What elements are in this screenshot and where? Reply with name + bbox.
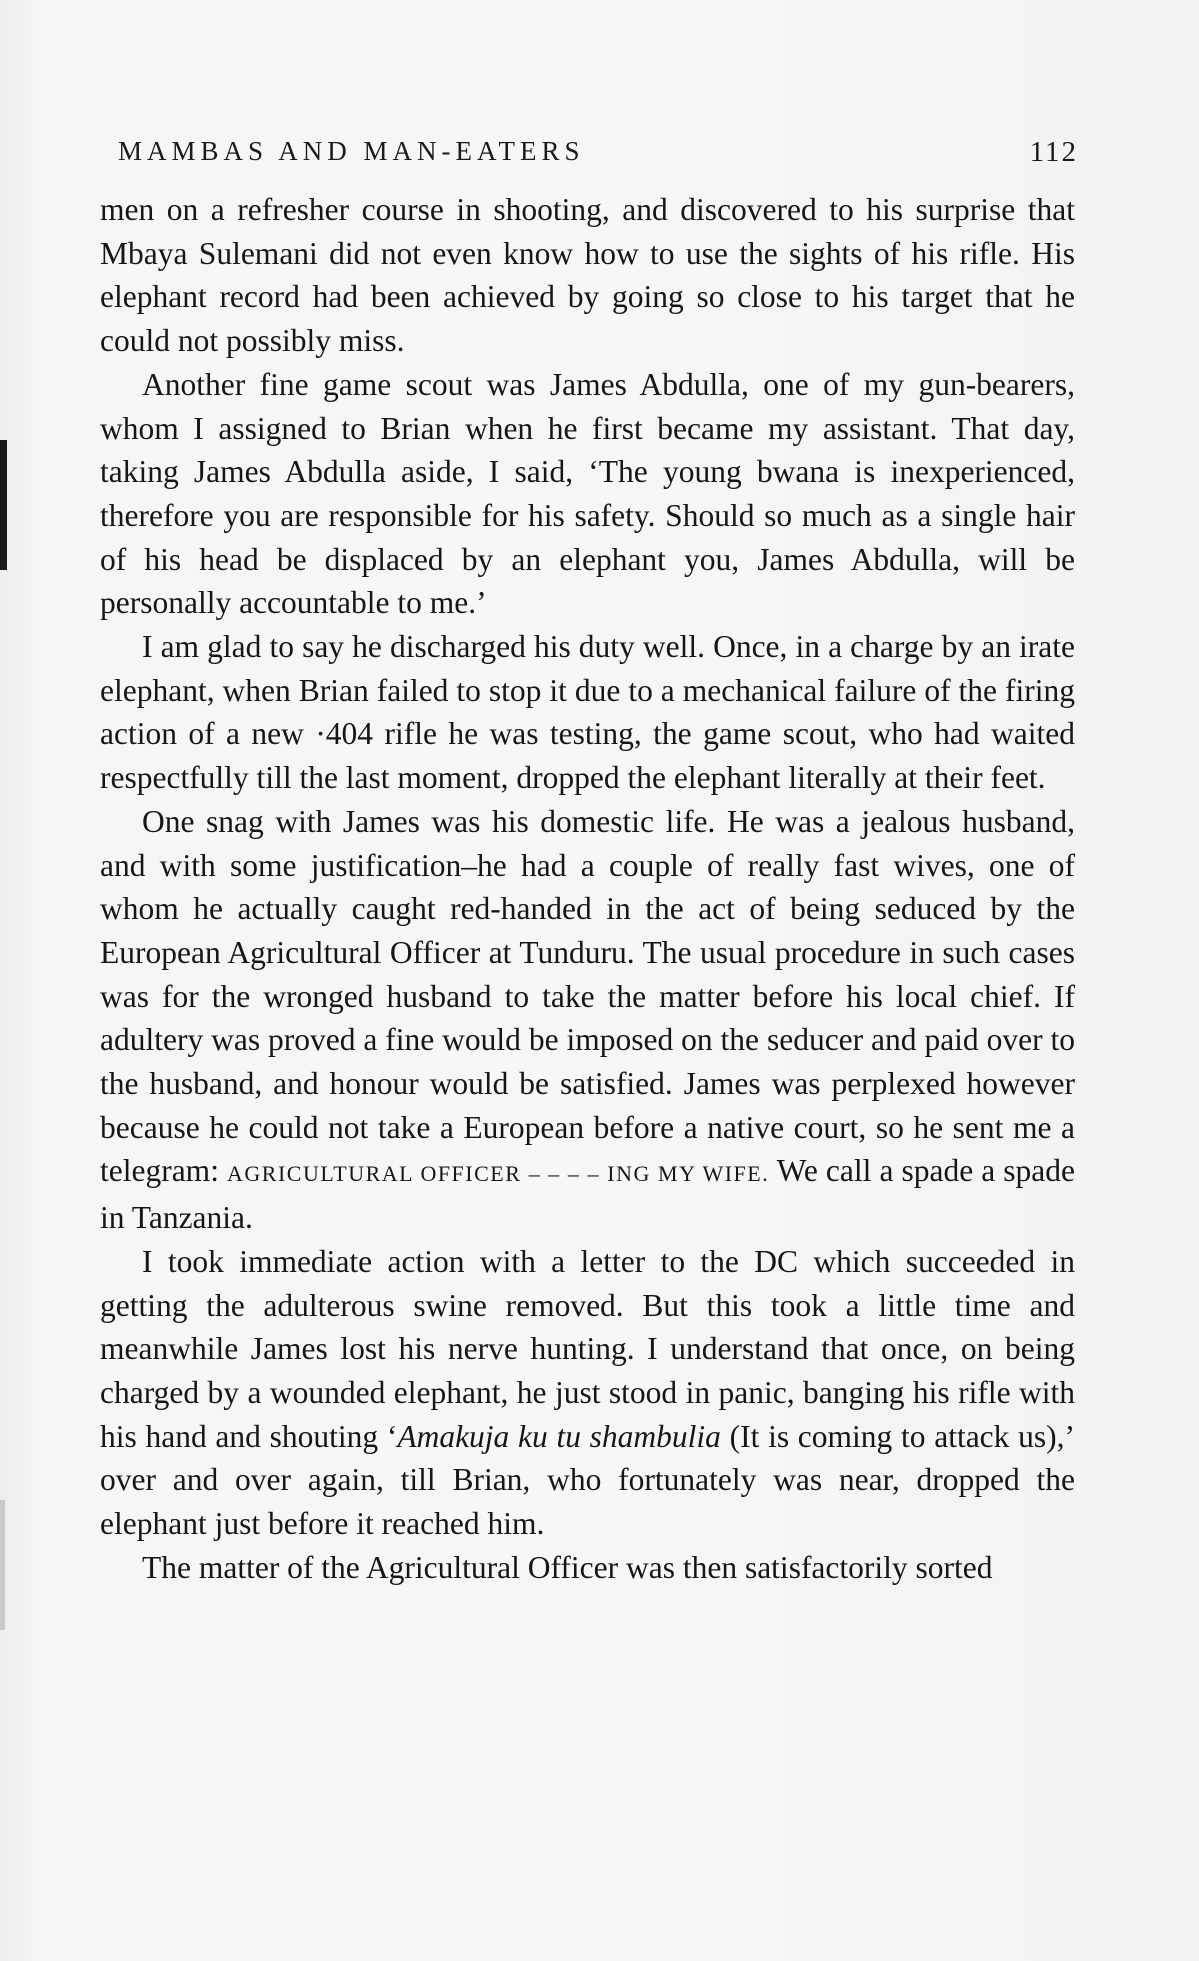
swahili-phrase: Amakuja ku tu shambulia xyxy=(397,1418,721,1454)
paragraph-1-text: men on a refresher course in shooting, and discovered to his surprise that Mbaya Sulemani did not even know how to use the sights of his rifle. His elephant record had been achieved by going so close to his target that he could not possibly miss. xyxy=(100,192,1075,359)
paragraph-2 xyxy=(100,363,1075,625)
paragraph-4-text-after: We call a spade a spade in Tanzania. xyxy=(100,1153,1075,1236)
page-edge-shadow xyxy=(0,440,7,570)
paragraph-3-text: I am glad to say he discharged his duty well. Once, in a charge by an irate elephant, when Brian failed to stop it due to a mechanical failure of the firing action of a new ·404 rifle he was testing, the game scout, who had waited respectfully till the last moment, dropped the elephant literally at their feet. xyxy=(100,629,1075,796)
paragraph-5-text-after: (It is coming to attack us),’ over and over again, till Brian, who fortunately was near, dropped the elephant just before it reached him. xyxy=(100,1418,1075,1542)
paragraph-6-text: The matter of the Agricultural Officer was then satisfactorily sorted xyxy=(142,1549,993,1585)
body-text xyxy=(100,188,1075,1590)
quote-open-mark: ‘ xyxy=(386,1418,398,1454)
paragraph-1 xyxy=(100,188,1075,363)
page-edge-shadow-lower xyxy=(0,1500,5,1630)
paragraph-4-text-before: One snag with James was his domestic life. He was a jealous husband, and with some justification–he had a couple of really fast wives, one of whom he actually caught red-handed in the act of being seduced by the European Agricultural Officer at Tunduru. The usual procedure in such cases was for the wronged husband to take the matter before his local chief. If adultery was proved a fine would be imposed on the seducer and paid over to the husband, and honour would be satisfied. James was perplexed however because he could not take a European before a native court, so he sent me a telegram: xyxy=(100,803,1075,1189)
telegram-text: AGRICULTURAL OFFICER – – – – ING MY WIFE. xyxy=(227,1161,770,1187)
paragraph-5 xyxy=(100,1240,1075,1546)
paragraph-6 xyxy=(100,1546,1075,1590)
paragraph-4 xyxy=(100,800,1075,1240)
running-head xyxy=(118,136,1078,176)
page-number: 112 xyxy=(1029,136,1078,168)
paragraph-3 xyxy=(100,625,1075,800)
paragraph-5-text-before: I took immediate action with a letter to the DC which succeeded in getting the adulterous swine removed. But this took a little time and meanwhile James lost his nerve hunting. I understand that once, on being charged by a wounded elephant, he just stood in panic, banging his rifle with his hand and shouting xyxy=(100,1243,1075,1454)
paragraph-2-text: Another fine game scout was James Abdulla, one of my gun-bearers, whom I assigned to Brian when he first became my assistant. That day, taking James Abdulla aside, I said, ‘The young bwana is inexperienced, therefore you are responsible for his safety. Should so much as a single hair of his head be displaced by an elephant you, James Abdulla, will be personally accountable to me.’ xyxy=(100,366,1075,621)
running-title: MAMBAS AND MAN-EATERS xyxy=(118,136,585,166)
